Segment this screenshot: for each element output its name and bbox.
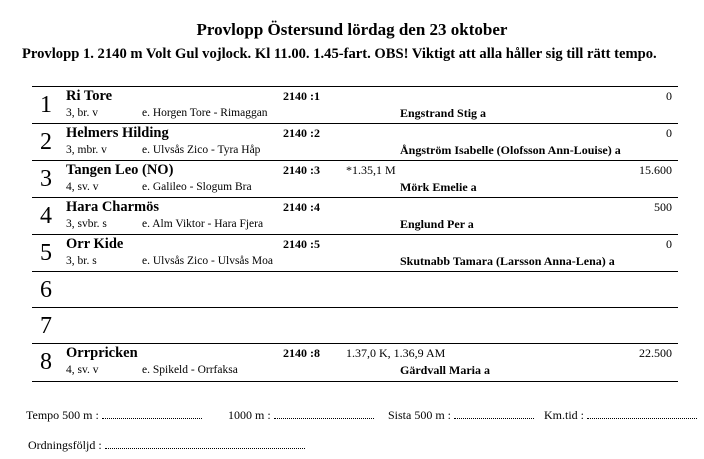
horse-record: 1.37,0 K, 1.36,9 AM [346, 346, 446, 360]
order-field [28, 438, 305, 453]
kmtid-field [544, 408, 697, 423]
horse-pedigree: e. Ulvsås Zico - Ulvsås Moa [142, 255, 273, 267]
start-number: 7 [40, 313, 52, 339]
start-number: 3 [40, 166, 52, 192]
horse-name: Orr Kide [66, 236, 124, 252]
starter-row [32, 235, 678, 272]
start-number: 1 [40, 92, 52, 118]
driver-name: Gärdvall Maria a [400, 363, 490, 377]
driver-name: Mörk Emelie a [400, 180, 477, 194]
starter-row [32, 308, 678, 344]
horse-earnings: 22.500 [639, 346, 672, 360]
driver-name: Skutnabb Tamara (Larsson Anna-Lena) a [400, 254, 615, 268]
tempo-500-dots [102, 408, 202, 419]
horse-pedigree: e. Horgen Tore - Rimaggan [142, 107, 268, 119]
driver-name: Engstrand Stig a [400, 106, 487, 120]
horse-name: Ri Tore [66, 88, 113, 104]
horse-info: 3, mbr. v [66, 144, 107, 156]
start-number: 5 [40, 240, 52, 266]
driver-name: Ångström Isabelle (Olofsson Ann-Louise) a [400, 143, 621, 157]
race-info: Provlopp 1. 2140 m Volt Gul vojlock. Kl 11.00. 1.45-fart. OBS! Viktigt att alla håller sig till rätt tempo. [22, 46, 657, 62]
starter-row [32, 124, 678, 161]
tempo-500-label: Tempo 500 m : [26, 408, 99, 422]
start-number: 8 [40, 349, 52, 375]
horse-info: 3, br. s [66, 255, 97, 267]
start-distance: 2140 :1 [283, 89, 320, 103]
driver-name: Englund Per a [400, 217, 474, 231]
horse-earnings: 0 [666, 237, 672, 251]
sista-500-field [388, 408, 534, 423]
horse-name: Tangen Leo (NO) [66, 162, 174, 178]
tempo-1000-dots [274, 408, 374, 419]
horse-info: 4, sv. v [66, 181, 99, 193]
start-number: 4 [40, 203, 52, 229]
start-distance: 2140 :3 [283, 163, 320, 177]
sista-500-label: Sista 500 m : [388, 408, 452, 422]
horse-name: Orrpricken [66, 345, 138, 361]
kmtid-dots [587, 408, 697, 419]
horse-earnings: 15.600 [639, 163, 672, 177]
kmtid-label: Km.tid : [544, 408, 585, 422]
horse-earnings: 0 [666, 126, 672, 140]
start-number: 6 [40, 277, 52, 303]
horse-pedigree: e. Ulvsås Zico - Tyra Håp [142, 144, 261, 156]
horse-name: Helmers Hilding [66, 125, 169, 141]
start-distance: 2140 :8 [283, 346, 320, 360]
order-dots [105, 438, 305, 449]
start-distance: 2140 :2 [283, 126, 320, 140]
horse-name: Hara Charmös [66, 199, 160, 215]
tempo-1000-label: 1000 m : [228, 408, 271, 422]
tempo-500-field [26, 408, 202, 423]
horse-record: *1.35,1 M [346, 163, 396, 177]
starter-row [32, 161, 678, 198]
start-number: 2 [40, 129, 52, 155]
horse-info: 4, sv. v [66, 364, 99, 376]
starter-row [32, 87, 678, 124]
horse-info: 3, br. v [66, 107, 98, 119]
starter-row [32, 344, 678, 382]
horse-pedigree: e. Spikeld - Orrfaksa [142, 364, 238, 376]
start-distance: 2140 :4 [283, 200, 320, 214]
order-label: Ordningsföljd : [28, 438, 102, 452]
starter-row [32, 272, 678, 308]
tempo-1000-field [228, 408, 374, 423]
start-distance: 2140 :5 [283, 237, 320, 251]
horse-pedigree: e. Alm Viktor - Hara Fjera [142, 218, 264, 230]
starter-row [32, 198, 678, 235]
horse-earnings: 0 [666, 89, 672, 103]
horse-pedigree: e. Galileo - Slogum Bra [142, 181, 252, 193]
horse-info: 3, svbr. s [66, 218, 107, 230]
page-title: Provlopp Östersund lördag den 23 oktober [196, 20, 508, 39]
sista-500-dots [454, 408, 534, 419]
starters-table [32, 86, 678, 382]
horse-earnings: 500 [654, 200, 672, 214]
